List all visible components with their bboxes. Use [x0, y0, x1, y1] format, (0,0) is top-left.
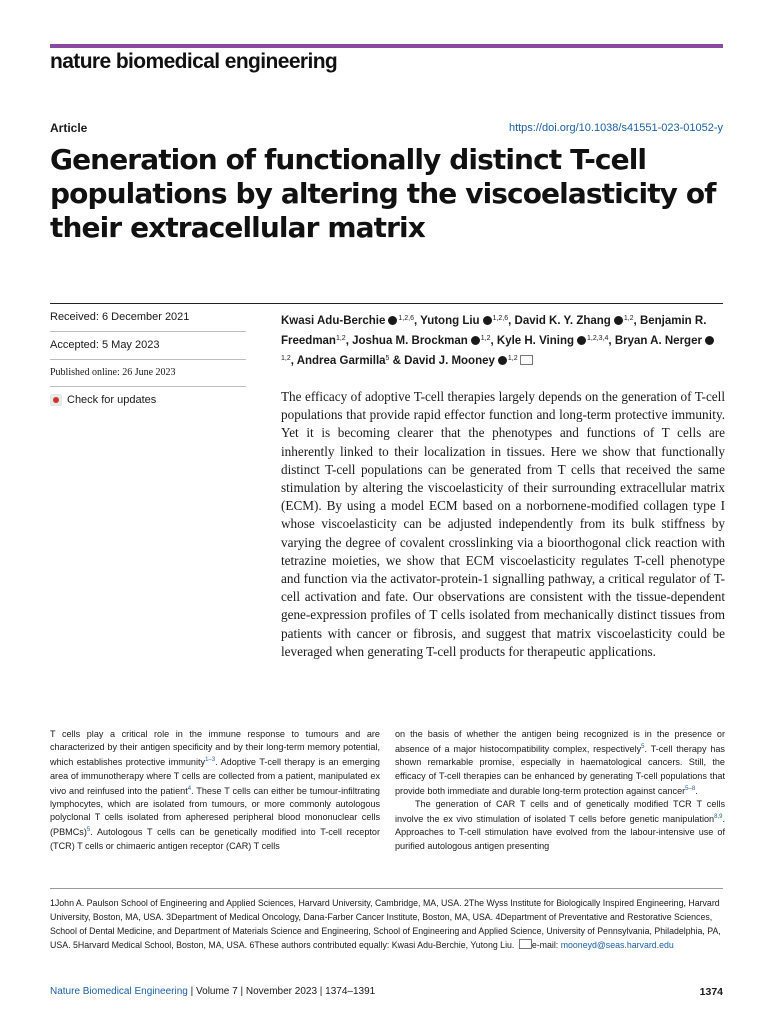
author-name[interactable]: Andrea Garmilla	[296, 355, 386, 367]
citation-link[interactable]: 1–3	[205, 757, 216, 764]
footnote-divider	[50, 888, 723, 889]
check-updates-icon	[50, 394, 62, 406]
article-type-label: Article	[50, 121, 88, 135]
author-name[interactable]: David J. Mooney	[404, 355, 495, 367]
journal-name: nature biomedical engineering	[50, 50, 338, 73]
author-affiliation: 1,2	[507, 355, 518, 362]
author-affiliation: 5	[385, 355, 390, 362]
citation-link[interactable]: 8,9	[714, 814, 723, 821]
body-text: The generation of CAR T cells and of genetically modified TCR T cells involve the ex vivo stimulation of isolated T cells before genetic manipulation	[395, 799, 725, 825]
citation-link[interactable]: 5	[641, 744, 645, 751]
body-text: .	[695, 785, 698, 796]
author-affiliation: 1,2	[335, 335, 346, 342]
email-label: e-mail:	[531, 940, 559, 950]
author-affiliation: 1,2,6	[398, 315, 414, 322]
citation-link[interactable]: 4	[187, 785, 192, 792]
footer-volume-info: | Volume 7 | November 2023 | 1374–1391	[187, 986, 376, 997]
mail-icon	[519, 939, 532, 949]
author-affiliation: 1,2	[281, 355, 291, 362]
author-affiliation: 1,2	[623, 315, 634, 322]
author-affiliation: 1,2,6	[492, 315, 509, 322]
citation-link[interactable]: 5	[86, 827, 91, 834]
affiliations-text: 1John A. Paulson School of Engineering and Applied Sciences, Harvard University, Cambridge, MA, USA. 2The Wyss Institute for Biologically Inspired Engineering, Harvard University, Boston, MA, USA. 3Department of Medical Oncology, Dana-Farber Cancer Institute, Boston, MA, USA. 4Department of Preventative and Restorative Sciences, School of Dental Medicine, and Department of Materials Science and Engineering, School of Engineering and Applied Science, University of Pennsylvania, Philadelphia, PA, USA. 5Harvard Medical School, Boston, MA, USA. 6These authors contributed equally: Kwasi Adu-Berchie, Yutong Liu.	[50, 898, 721, 950]
body-text: T cells play a critical role in the immune response to tumours and are characterized by their antigen specificity and by their long-term memory potential, which establishes protective immunity	[50, 729, 380, 768]
body-text: . Autologous T cells can be genetically modified into T-cell receptor (TCR) T cells or chimaeric antigen receptor (CAR) T cells	[50, 827, 380, 851]
footer-journal-link[interactable]: Nature Biomedical Engineering	[50, 986, 188, 997]
mail-icon[interactable]	[520, 355, 533, 365]
body-text: . Adoptive T-cell therapy is an emerging area of immunotherapy where T cells are collected from a patient, manipulated ex vivo and reinfused into the patient	[50, 757, 380, 796]
check-updates-button[interactable]	[50, 387, 246, 414]
author-list: Kwasi Adu-Berchie $^{1,2,6}$, Yutong Liu $^{1,2,6}$, David K. Y. Zhang $^{1,2}$, Benjamin R. Freedman$^{1,2}$, Joshua M. Brockman $^{1,2}$, Kyle H. Vining $^{1,2,3,4}$, Bryan A. Nerger$^{1,2}$, Andrea Garmilla$^5$ & David J. Mooney $^{1,2}$	[281, 310, 723, 370]
author-affiliation: 1,2,3,4	[587, 335, 609, 342]
email-link[interactable]: mooneyd@seas.harvard.edu	[560, 940, 674, 950]
body-text: . Approaches to T-cell stimulation have evolved from the labour-intensive use of purified autologous antigen presenting	[395, 814, 725, 851]
author-name[interactable]: Yutong Liu	[420, 315, 480, 327]
body-column-left	[50, 728, 380, 853]
journal-header-bar	[50, 44, 723, 48]
author-name[interactable]: Joshua M. Brockman	[352, 335, 468, 347]
page-footer	[50, 986, 375, 997]
orcid-icon[interactable]	[614, 316, 623, 325]
article-dates	[50, 304, 246, 414]
orcid-icon[interactable]	[388, 316, 397, 325]
orcid-icon[interactable]	[498, 356, 507, 365]
orcid-icon[interactable]	[577, 336, 586, 345]
orcid-icon[interactable]	[483, 316, 492, 325]
author-name[interactable]: Bryan A. Nerger	[614, 335, 702, 347]
received-date: Received: 6 December 2021	[50, 304, 246, 332]
author-affiliation: 1,2	[480, 335, 491, 342]
published-date: Published online: 26 June 2023	[50, 360, 246, 387]
author-name[interactable]: Benjamin R. Freedman	[281, 315, 707, 347]
author-name[interactable]: Kyle H. Vining	[496, 335, 574, 347]
citation-link[interactable]: 5–8	[685, 785, 696, 792]
article-title: Generation of functionally distinct T-cell populations by altering the viscoelasticity of their extracellular matrix	[50, 143, 716, 244]
body-text: on the basis of whether the antigen being recognized is in the presence or absence of a major histocompatibility complex, respectively	[395, 729, 725, 755]
author-name[interactable]: Kwasi Adu-Berchie	[281, 315, 386, 327]
check-updates-label: Check for updates	[67, 394, 157, 406]
body-column-right	[395, 728, 725, 853]
body-text: . T-cell therapy has shown remarkable promise, especially in haematological cancers. Still, the efficacy of T-cell therapies can be enhanced by generating T-cell populations that provide both immediate and durable long-term protection against cancer	[395, 744, 725, 796]
orcid-icon[interactable]	[705, 336, 714, 345]
orcid-icon[interactable]	[471, 336, 480, 345]
accepted-date: Accepted: 5 May 2023	[50, 332, 246, 360]
page-number: 1374	[699, 986, 723, 998]
body-text: . These T cells can either be tumour-infiltrating lymphocytes, which are isolated from tumours, or more commonly autologous polyclonal T cells isolated from apheresed peripheral blood mononuclear cells (PBMCs)	[50, 785, 380, 838]
affiliations-footnote	[50, 896, 725, 952]
author-name[interactable]: David K. Y. Zhang	[514, 315, 611, 327]
abstract: The efficacy of adoptive T-cell therapies largely depends on the generation of T-cell populations that provide rapid effector function and long-term protective immunity. Yet it is becoming clearer that the phenotypes and functions of T cells are inherently linked to their localization in tissues. Here we show that functionally distinct T-cell populations can be generated from T cells that received the same stimulation by altering the viscoelasticity of their surrounding extracellular matrix (ECM). By using a model ECM based on a norbornene-modified collagen type I whose viscoelasticity can be adjusted independently from its bulk stiffness by varying the degree of covalent crosslinking via a bioorthogonal click reaction with tetrazine moieties, we show that ECM viscoelasticity regulates T-cell phenotype and function via the activator-protein-1 signalling pathway, a critical regulator of T-cell activation and fate. Our observations are consistent with the tissue-dependent gene-expression profiles of T cells isolated from mechanically distinct tissues from patients with cancer or fibrosis, and suggest that matrix viscoelasticity could be leveraged when generating T-cell products for therapeutic applications.	[281, 389, 725, 659]
doi-link[interactable]: https://doi.org/10.1038/s41551-023-01052-y	[508, 122, 723, 134]
